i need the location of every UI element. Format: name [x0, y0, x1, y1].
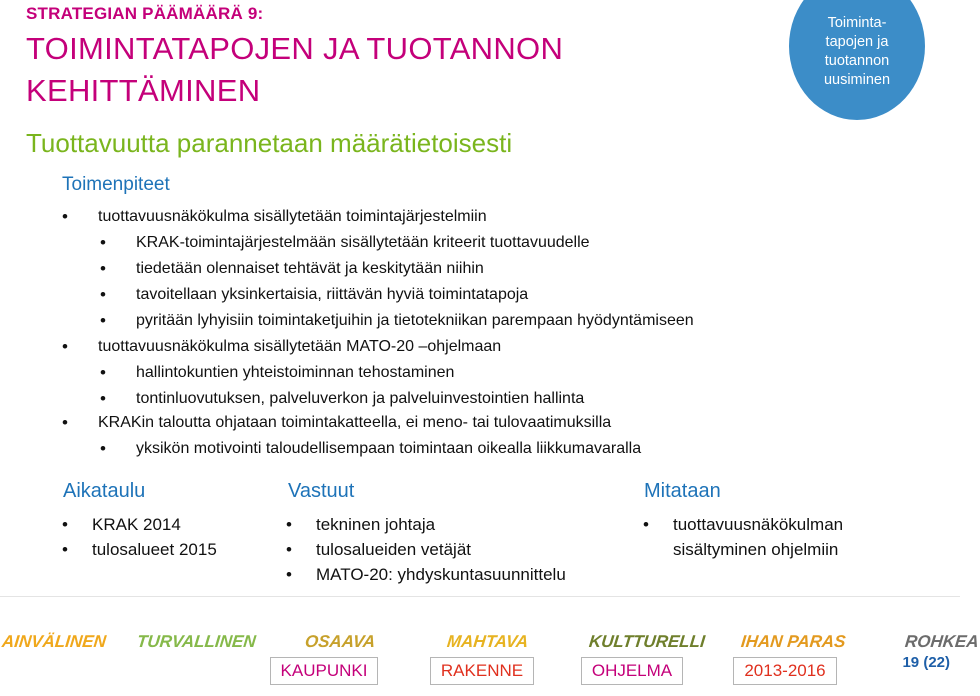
bullet-icon: •	[286, 565, 292, 584]
list-item: MATO-20: yhdyskuntasuunnittelu	[316, 565, 566, 584]
bullet-icon: •	[62, 515, 68, 534]
bullet-icon: •	[643, 515, 649, 534]
list-item: tiedetään olennaiset tehtävät ja keskitytään niihin	[136, 260, 484, 277]
bullet-icon: •	[100, 311, 106, 330]
slogan-logo: KULTTURELLI	[588, 632, 706, 651]
bullet-icon: •	[62, 207, 68, 226]
list-item: tekninen johtaja	[316, 515, 436, 534]
list-item: tulosalueiden vetäjät	[316, 540, 472, 559]
page-title-line2: KEHITTÄMINEN	[26, 73, 261, 108]
schedule-heading: Aikataulu	[63, 480, 146, 502]
brand-box: 2013-2016	[733, 657, 837, 685]
page-title-line1: TOIMINTATAPOJEN JA TUOTANNON	[26, 31, 564, 66]
list-item: tuottavuusnäkökulma sisällytetään MATO-20 –ohjelmaan	[98, 338, 502, 355]
list-item: hallintokuntien yhteistoiminnan tehostaminen	[136, 364, 455, 381]
bullet-icon: •	[100, 439, 106, 458]
responsibilities-heading: Vastuut	[288, 480, 355, 502]
list-item: tuottavuusnäkökulman	[673, 515, 844, 534]
list-item: tontinluovutuksen, palveluverkon ja palveluinvestointien hallinta	[136, 390, 585, 407]
page-subtitle: Tuottavuutta parannetaan määrätietoisesti	[26, 128, 513, 158]
strategy-kicker: STRATEGIAN PÄÄMÄÄRÄ 9:	[26, 4, 264, 23]
list-item: tavoitellaan yksinkertaisia, riittävän hyviä toimintatapoja	[136, 286, 529, 303]
bullet-icon: •	[100, 389, 106, 408]
list-item: KRAK-toimintajärjestelmään sisällytetään kriteerit tuottavuudelle	[136, 234, 590, 251]
bullet-icon: •	[100, 259, 106, 278]
badge-line: tuotannon	[824, 53, 890, 69]
footer-divider	[0, 596, 960, 597]
bullet-icon: •	[286, 540, 292, 559]
bullet-icon: •	[62, 540, 68, 559]
page-number: 19 (22)	[902, 654, 950, 671]
list-item: KRAK 2014	[92, 515, 181, 534]
badge-line: Toiminta-	[827, 15, 887, 31]
slogan-logo: TURVALLINEN	[136, 632, 257, 651]
slogan-logo: OSAAVA	[304, 632, 377, 651]
measurement-heading: Mitataan	[644, 480, 721, 502]
slogan-logo: MAHTAVA	[446, 632, 530, 651]
list-item: pyritään lyhyisiin toimintaketjuihin ja tietotekniikan parempaan hyödyntämiseen	[136, 312, 694, 329]
bullet-icon: •	[100, 233, 106, 252]
brand-box: KAUPUNKI	[270, 657, 378, 685]
bullet-icon: •	[62, 337, 68, 356]
bullet-icon: •	[62, 413, 68, 432]
slogan-logo: AINVÄLINEN	[1, 632, 107, 651]
list-item: tulosalueet 2015	[92, 540, 217, 559]
bullet-icon: •	[100, 363, 106, 382]
bullet-icon: •	[286, 515, 292, 534]
brand-box: RAKENNE	[430, 657, 534, 685]
list-item: yksikön motivointi taloudellisempaan toimintaan oikealla liikkumavaralla	[136, 440, 642, 457]
list-item-continuation: sisältyminen ohjelmiin	[673, 540, 839, 559]
list-item: tuottavuusnäkökulma sisällytetään toimintajärjestelmiin	[98, 208, 487, 225]
badge-line: uusiminen	[823, 72, 891, 88]
measures-heading: Toimenpiteet	[62, 174, 170, 195]
slogan-logo: IHAN PARAS	[740, 632, 847, 651]
bullet-icon: •	[100, 285, 106, 304]
brand-box: OHJELMA	[581, 657, 683, 685]
theme-badge	[789, 0, 925, 120]
badge-line: tapojen ja	[825, 34, 889, 50]
slogan-logo: ROHKEA	[904, 632, 980, 651]
list-item: KRAKin taloutta ohjataan toimintakatteella, ei meno- tai tulovaatimuksilla	[98, 414, 612, 431]
